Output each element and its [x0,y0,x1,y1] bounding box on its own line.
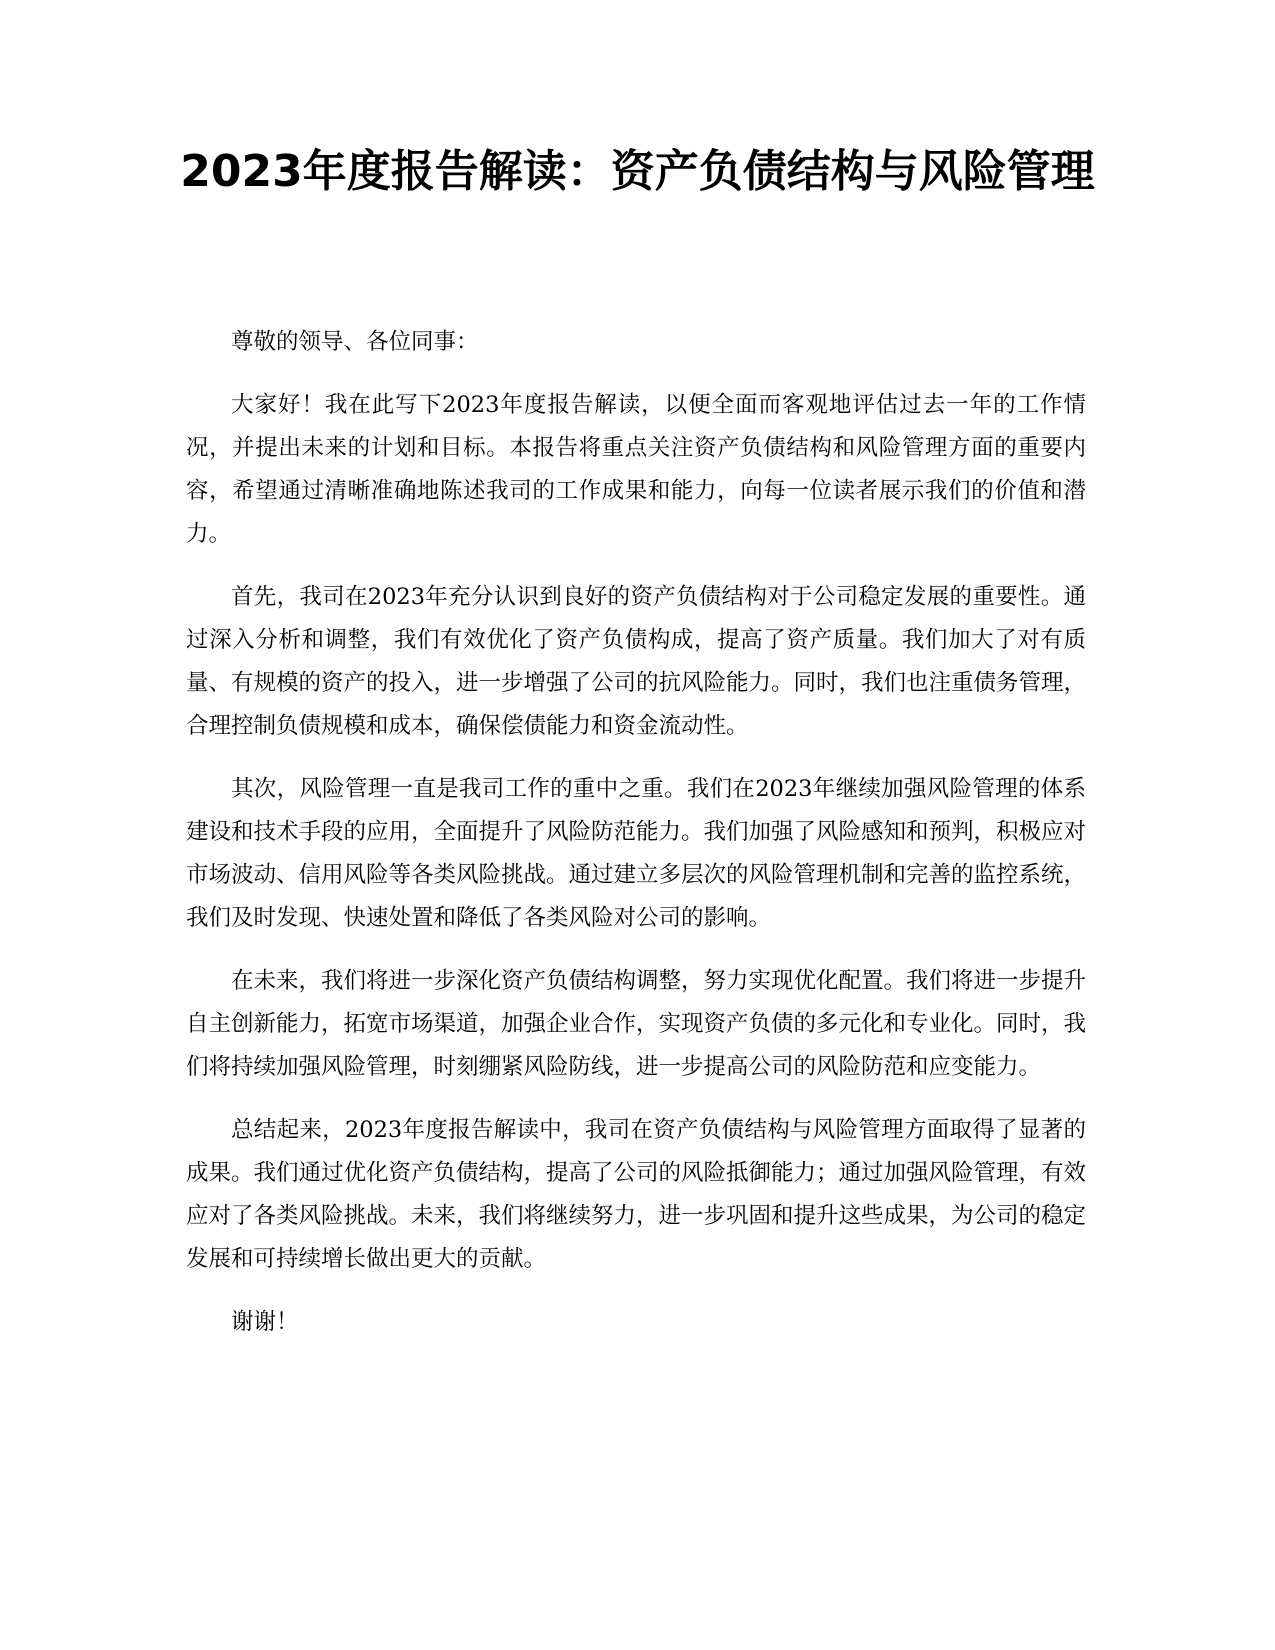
closing: 谢谢！ [231,1309,299,1335]
paragraph-intro: 大家好！我在此写下2023年度报告解读，以便全面而客观地评估过去一年的工作情况，并提出未来的计划和目标。本报告将重点关注资产负债结构和风险管理方面的重要内容，希望通过清晰准确地陈述我司的工作成果和能力，向每一位读者展示我们的价值和潜力。 [186,392,1086,547]
paragraph-risk-management: 其次，风险管理一直是我司工作的重中之重。我们在2023年继续加强风险管理的体系建设和技术手段的应用，全面提升了风险防范能力。我们加强了风险感知和预判，积极应对市场波动、信用风险等各类风险挑战。通过建立多层次的风险管理机制和完善的监控系统，我们及时发现、快速处置和降低了各类风险对公司的影响。 [186,776,1087,931]
paragraph-future-plan: 在未来，我们将进一步深化资产负债结构调整，努力实现优化配置。我们将进一步提升自主创新能力，拓宽市场渠道，加强企业合作，实现资产负债的多元化和专业化。同时，我们将持续加强风险管理，时刻绷紧风险防线，进一步提高公司的风险防范和应变能力。 [186,968,1087,1080]
paragraph-summary: 总结起来，2023年度报告解读中，我司在资产负债结构与风险管理方面取得了显著的成果。我们通过优化资产负债结构，提高了公司的风险抵御能力；通过加强风险管理，有效应对了各类风险挑战。未来，我们将继续努力，进一步巩固和提升这些成果，为公司的稳定发展和可持续增长做出更大的贡献。 [186,1117,1087,1272]
document-body [186,321,1086,1364]
salutation: 尊敬的领导、各位同事： [231,329,479,355]
document-title: 2023年度报告解读：资产负债结构与风险管理 [180,146,1095,197]
paragraph-asset-liability: 首先，我司在2023年充分认识到良好的资产负债结构对于公司稳定发展的重要性。通过深入分析和调整，我们有效优化了资产负债构成，提高了资产质量。我们加大了对有质量、有规模的资产的投入，进一步增强了公司的抗风险能力。同时，我们也注重债务管理，合理控制负债规模和成本，确保偿债能力和资金流动性。 [186,584,1087,739]
